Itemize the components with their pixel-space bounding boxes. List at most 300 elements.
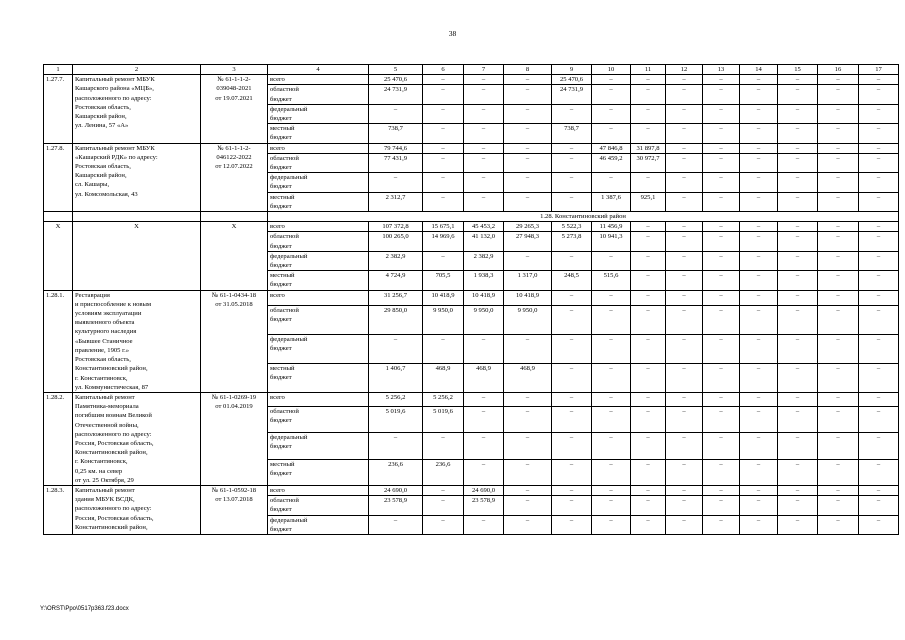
amount-cell: –: [504, 459, 552, 485]
document-reference: [201, 143, 268, 211]
document-line: № 61-1-1-2-: [217, 144, 251, 152]
object-description: [73, 290, 201, 392]
amount-cell: 107 372,8: [369, 222, 423, 232]
amount-cell: –: [740, 305, 778, 334]
amount-cell: 79 744,6: [369, 143, 423, 153]
amount-cell: –: [859, 305, 899, 334]
amount-cell: –: [703, 124, 740, 143]
object-line: и приспособление к новым: [75, 300, 152, 308]
funding-source: [268, 271, 369, 290]
amount-cell: –: [504, 485, 552, 495]
funding-source-line: бюджет: [270, 164, 292, 172]
amount-cell: –: [740, 153, 778, 172]
column-number: 9: [552, 65, 592, 75]
amount-cell: –: [504, 433, 552, 459]
document-line: от 31.05.2018: [215, 300, 253, 308]
amount-cell: –: [740, 290, 778, 305]
funding-source-line: областной: [270, 407, 299, 415]
amount-cell: –: [504, 85, 552, 104]
item-number: Х: [44, 222, 73, 290]
amount-cell: –: [703, 271, 740, 290]
amount-cell: –: [592, 485, 631, 495]
document-line: Х: [231, 223, 237, 231]
object-description: [73, 485, 201, 534]
amount-cell: 23 578,9: [464, 496, 504, 515]
funding-source-line: всего: [270, 486, 285, 494]
object-line: Кашарский район,: [75, 113, 127, 121]
amount-cell: –: [740, 232, 778, 251]
amount-cell: 24 690,0: [369, 485, 423, 495]
budget-table: [43, 64, 899, 535]
amount-cell: –: [818, 334, 859, 363]
funding-source-line: местный: [270, 460, 295, 468]
document-line: № 61-1-0434-18: [211, 291, 257, 299]
amount-cell: –: [631, 173, 666, 192]
amount-cell: 10 418,9: [464, 290, 504, 305]
funding-source-line: бюджет: [270, 115, 292, 123]
amount-cell: –: [631, 515, 666, 534]
amount-cell: –: [504, 153, 552, 172]
column-number: 11: [631, 65, 666, 75]
amount-cell: 11 456,9: [592, 222, 631, 232]
amount-cell: –: [818, 222, 859, 232]
amount-cell: –: [818, 433, 859, 459]
funding-source: [268, 104, 369, 123]
amount-cell: –: [778, 143, 818, 153]
document-line: от 01.04.2019: [215, 403, 253, 411]
amount-cell: –: [552, 496, 592, 515]
amount-cell: –: [778, 192, 818, 211]
amount-cell: –: [666, 334, 703, 363]
amount-cell: –: [552, 143, 592, 153]
amount-cell: –: [859, 392, 899, 406]
funding-source: [268, 143, 369, 153]
amount-cell: –: [703, 459, 740, 485]
amount-cell: –: [778, 232, 818, 251]
amount-cell: –: [666, 251, 703, 270]
funding-source: [268, 85, 369, 104]
funding-source-line: бюджет: [270, 506, 292, 514]
object-line: Ростовская область,: [75, 356, 131, 364]
funding-source-line: бюджет: [270, 469, 292, 477]
column-number-row: [44, 65, 899, 75]
funding-source: [268, 485, 369, 495]
table-row: [44, 143, 899, 153]
object-description: [73, 143, 201, 211]
amount-cell: –: [631, 433, 666, 459]
funding-source-line: всего: [270, 291, 285, 299]
amount-cell: –: [592, 515, 631, 534]
amount-cell: –: [859, 143, 899, 153]
amount-cell: –: [778, 85, 818, 104]
amount-cell: –: [464, 143, 504, 153]
amount-cell: –: [423, 104, 464, 123]
amount-cell: –: [504, 104, 552, 123]
amount-cell: 1 938,3: [464, 271, 504, 290]
amount-cell: –: [778, 153, 818, 172]
column-number: 4: [268, 65, 369, 75]
amount-cell: –: [818, 192, 859, 211]
object-line: сл. Кашары,: [75, 181, 110, 189]
amount-cell: –: [631, 305, 666, 334]
document-line: 039048-2021: [216, 85, 252, 93]
funding-source-line: бюджет: [270, 316, 292, 324]
amount-cell: –: [703, 192, 740, 211]
funding-source: [268, 251, 369, 270]
funding-source-line: всего: [270, 393, 285, 401]
funding-source: [268, 334, 369, 363]
object-line: г. Константиновск,: [75, 374, 128, 382]
amount-cell: –: [859, 192, 899, 211]
amount-cell: –: [859, 271, 899, 290]
amount-cell: –: [631, 485, 666, 495]
amount-cell: 10 941,3: [592, 232, 631, 251]
amount-cell: –: [703, 485, 740, 495]
amount-cell: –: [703, 143, 740, 153]
amount-cell: –: [859, 85, 899, 104]
amount-cell: –: [423, 485, 464, 495]
amount-cell: –: [423, 173, 464, 192]
amount-cell: –: [666, 192, 703, 211]
amount-cell: –: [740, 124, 778, 143]
amount-cell: –: [859, 496, 899, 515]
amount-cell: 27 948,3: [504, 232, 552, 251]
amount-cell: 31 897,8: [631, 143, 666, 153]
amount-cell: –: [631, 459, 666, 485]
item-number: 1.28.1.: [44, 290, 73, 392]
amount-cell: –: [552, 290, 592, 305]
amount-cell: 45 453,2: [464, 222, 504, 232]
amount-cell: –: [631, 124, 666, 143]
object-line: выявленного объекта: [75, 319, 135, 327]
amount-cell: –: [778, 173, 818, 192]
amount-cell: –: [859, 153, 899, 172]
document-reference: [201, 392, 268, 485]
amount-cell: –: [631, 75, 666, 85]
item-number: 1.27.8.: [44, 143, 73, 211]
amount-cell: –: [592, 104, 631, 123]
amount-cell: –: [740, 392, 778, 406]
amount-cell: –: [552, 153, 592, 172]
amount-cell: –: [631, 334, 666, 363]
document-line: № 61-1-0269-19: [211, 393, 257, 401]
amount-cell: –: [592, 85, 631, 104]
document-line: № 61-1-0592-18: [211, 486, 257, 494]
item-number: 1.28.3.: [44, 485, 73, 534]
amount-cell: –: [504, 124, 552, 143]
amount-cell: –: [703, 363, 740, 392]
object-line: Кашарский район,: [75, 172, 127, 180]
object-line: «Бывшее Станичное: [75, 337, 133, 345]
amount-cell: –: [504, 75, 552, 85]
amount-cell: 236,6: [369, 459, 423, 485]
amount-cell: 5 256,2: [423, 392, 464, 406]
amount-cell: –: [818, 124, 859, 143]
funding-source-line: бюджет: [270, 134, 292, 142]
amount-cell: –: [552, 305, 592, 334]
amount-cell: –: [423, 515, 464, 534]
amount-cell: –: [666, 173, 703, 192]
column-number: 10: [592, 65, 631, 75]
document-line: 046122-2022: [216, 153, 252, 161]
document-reference: [201, 290, 268, 392]
amount-cell: –: [778, 406, 818, 432]
funding-source: [268, 153, 369, 172]
amount-cell: –: [859, 459, 899, 485]
object-line: ул. Коммунистическая, 87: [75, 383, 149, 391]
amount-cell: 738,7: [369, 124, 423, 143]
funding-source-line: бюджет: [270, 281, 292, 289]
object-line: Памятника-мемориала: [75, 403, 139, 411]
funding-source: [268, 290, 369, 305]
amount-cell: –: [818, 251, 859, 270]
amount-cell: –: [666, 104, 703, 123]
amount-cell: 515,6: [592, 271, 631, 290]
amount-cell: –: [592, 496, 631, 515]
amount-cell: 25 470,6: [369, 75, 423, 85]
amount-cell: –: [740, 192, 778, 211]
amount-cell: 31 256,7: [369, 290, 423, 305]
funding-source: [268, 232, 369, 251]
funding-source-line: областной: [270, 86, 299, 94]
object-line: условиям эксплуатации: [75, 310, 142, 318]
amount-cell: –: [631, 232, 666, 251]
amount-cell: –: [423, 75, 464, 85]
amount-cell: –: [818, 485, 859, 495]
funding-source-line: бюджет: [270, 202, 292, 210]
amount-cell: 2 312,7: [369, 192, 423, 211]
object-line: Х: [134, 223, 139, 231]
object-line: погибшим воинам Великой: [75, 412, 152, 420]
amount-cell: –: [859, 515, 899, 534]
amount-cell: –: [818, 85, 859, 104]
amount-cell: –: [464, 75, 504, 85]
object-line: расположенного по адресу:: [75, 430, 152, 438]
amount-cell: –: [778, 104, 818, 123]
document-reference: [201, 485, 268, 534]
amount-cell: 47 846,8: [592, 143, 631, 153]
amount-cell: –: [504, 192, 552, 211]
amount-cell: –: [818, 459, 859, 485]
amount-cell: –: [423, 124, 464, 143]
amount-cell: –: [818, 232, 859, 251]
object-description: [73, 392, 201, 485]
amount-cell: –: [423, 334, 464, 363]
amount-cell: –: [464, 153, 504, 172]
amount-cell: 30 972,7: [631, 153, 666, 172]
amount-cell: –: [818, 75, 859, 85]
amount-cell: –: [740, 85, 778, 104]
amount-cell: 5 522,3: [552, 222, 592, 232]
amount-cell: –: [778, 290, 818, 305]
amount-cell: –: [666, 75, 703, 85]
funding-source-line: федеральный: [270, 516, 308, 524]
page-number: 38: [448, 29, 457, 38]
amount-cell: –: [740, 271, 778, 290]
amount-cell: –: [703, 251, 740, 270]
funding-source-line: всего: [270, 76, 285, 84]
column-number: 15: [778, 65, 818, 75]
amount-cell: –: [631, 363, 666, 392]
amount-cell: –: [703, 173, 740, 192]
amount-cell: –: [369, 433, 423, 459]
amount-cell: –: [369, 334, 423, 363]
amount-cell: –: [703, 232, 740, 251]
amount-cell: –: [592, 433, 631, 459]
amount-cell: –: [859, 75, 899, 85]
amount-cell: –: [778, 363, 818, 392]
document-line: от 13.07.2018: [215, 496, 253, 504]
funding-source: [268, 124, 369, 143]
amount-cell: –: [552, 334, 592, 363]
object-line: Константиновский район,: [75, 449, 148, 457]
column-number: 12: [666, 65, 703, 75]
document-reference: [201, 75, 268, 143]
amount-cell: 29 265,3: [504, 222, 552, 232]
amount-cell: –: [369, 515, 423, 534]
amount-cell: 1 387,6: [592, 192, 631, 211]
amount-cell: –: [859, 232, 899, 251]
amount-cell: –: [592, 406, 631, 432]
funding-source-line: областной: [270, 306, 299, 314]
funding-source-line: местный: [270, 364, 295, 372]
amount-cell: 5 019,6: [369, 406, 423, 432]
object-line: от ул. 25 Октября, 29: [75, 476, 134, 484]
amount-cell: –: [592, 305, 631, 334]
object-line: расположенного по адресу:: [75, 505, 152, 513]
amount-cell: –: [778, 459, 818, 485]
object-line: Ростовская область,: [75, 163, 131, 171]
amount-cell: –: [740, 173, 778, 192]
amount-cell: –: [552, 459, 592, 485]
column-number: 8: [504, 65, 552, 75]
funding-source: [268, 496, 369, 515]
amount-cell: –: [859, 222, 899, 232]
amount-cell: 5 256,2: [369, 392, 423, 406]
object-line: Россия, Ростовская область,: [75, 439, 154, 447]
amount-cell: –: [666, 485, 703, 495]
funding-source-line: федеральный: [270, 252, 308, 260]
funding-source-line: местный: [270, 193, 295, 201]
object-line: «Кашарский РДК» по адресу:: [75, 153, 158, 161]
amount-cell: –: [859, 485, 899, 495]
column-number: 5: [369, 65, 423, 75]
object-line: ул. Комсомольская, 43: [75, 190, 138, 198]
amount-cell: 1 406,7: [369, 363, 423, 392]
section-title: 1.28. Константиновский район: [268, 212, 899, 222]
funding-source-line: бюджет: [270, 525, 292, 533]
amount-cell: 5 019,6: [423, 406, 464, 432]
amount-cell: –: [592, 290, 631, 305]
amount-cell: –: [703, 392, 740, 406]
amount-cell: –: [423, 153, 464, 172]
amount-cell: –: [740, 75, 778, 85]
funding-source-line: бюджет: [270, 443, 292, 451]
funding-source-line: местный: [270, 125, 295, 133]
object-line: Константиновский район,: [75, 523, 148, 531]
amount-cell: –: [818, 496, 859, 515]
amount-cell: –: [740, 459, 778, 485]
funding-source-line: федеральный: [270, 105, 308, 113]
amount-cell: 15 675,1: [423, 222, 464, 232]
amount-cell: –: [666, 153, 703, 172]
amount-cell: –: [740, 143, 778, 153]
amount-cell: –: [592, 392, 631, 406]
amount-cell: 14 969,6: [423, 232, 464, 251]
object-line: здания МБУК ВСДК,: [75, 496, 135, 504]
amount-cell: –: [859, 363, 899, 392]
column-number: 17: [859, 65, 899, 75]
amount-cell: –: [703, 104, 740, 123]
funding-source: [268, 406, 369, 432]
amount-cell: –: [552, 104, 592, 123]
amount-cell: –: [778, 334, 818, 363]
amount-cell: –: [592, 459, 631, 485]
amount-cell: –: [703, 290, 740, 305]
amount-cell: 468,9: [423, 363, 464, 392]
amount-cell: –: [666, 143, 703, 153]
amount-cell: –: [552, 392, 592, 406]
funding-source-line: бюджет: [270, 95, 292, 103]
funding-source-line: областной: [270, 497, 299, 505]
amount-cell: –: [778, 515, 818, 534]
amount-cell: –: [631, 251, 666, 270]
funding-source-line: бюджет: [270, 345, 292, 353]
amount-cell: –: [859, 433, 899, 459]
amount-cell: –: [464, 459, 504, 485]
amount-cell: –: [740, 406, 778, 432]
funding-source-line: бюджет: [270, 183, 292, 191]
object-line: Капитальный ремонт МБУК: [75, 76, 155, 84]
funding-source: [268, 75, 369, 85]
funding-source-line: всего: [270, 223, 285, 231]
amount-cell: –: [859, 104, 899, 123]
amount-cell: 4 724,9: [369, 271, 423, 290]
amount-cell: –: [859, 290, 899, 305]
amount-cell: 25 470,6: [552, 75, 592, 85]
section-row: [44, 212, 899, 222]
column-number: 16: [818, 65, 859, 75]
amount-cell: 10 418,9: [504, 290, 552, 305]
amount-cell: 705,5: [423, 271, 464, 290]
funding-source: [268, 392, 369, 406]
amount-cell: –: [740, 251, 778, 270]
amount-cell: 9 950,0: [464, 305, 504, 334]
amount-cell: 10 418,9: [423, 290, 464, 305]
amount-cell: –: [631, 496, 666, 515]
amount-cell: –: [818, 143, 859, 153]
object-line: г. Константиновск,: [75, 458, 128, 466]
amount-cell: –: [666, 496, 703, 515]
amount-cell: –: [778, 75, 818, 85]
amount-cell: –: [740, 496, 778, 515]
amount-cell: 738,7: [552, 124, 592, 143]
amount-cell: 24 731,9: [369, 85, 423, 104]
amount-cell: –: [552, 173, 592, 192]
amount-cell: –: [666, 459, 703, 485]
amount-cell: –: [504, 251, 552, 270]
amount-cell: –: [666, 222, 703, 232]
amount-cell: –: [666, 515, 703, 534]
amount-cell: 24 731,9: [552, 85, 592, 104]
object-line: Константиновский район,: [75, 365, 148, 373]
amount-cell: –: [369, 173, 423, 192]
object-line: расположенного по адресу:: [75, 94, 152, 102]
table-row: [44, 75, 899, 85]
amount-cell: –: [552, 251, 592, 270]
table-row: [44, 485, 899, 495]
amount-cell: –: [703, 496, 740, 515]
